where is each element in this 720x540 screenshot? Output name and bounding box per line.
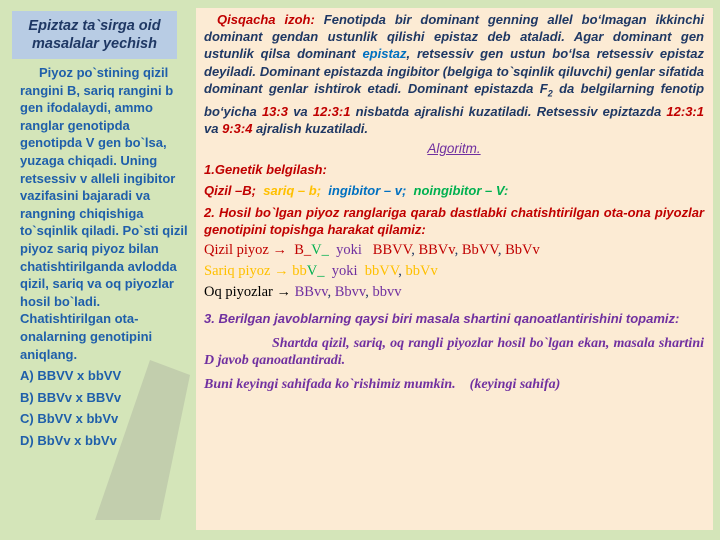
oq-genotype-2: Bbvv: [334, 284, 366, 301]
summary-text-4: nisbatda ajralishi kuzatiladi. Retsessiv epiztazda: [350, 103, 667, 119]
qizil-formula-b: B: [294, 242, 304, 259]
slide-title-box: [12, 11, 177, 59]
problem-panel: [20, 64, 190, 449]
summary-label: Qisqacha izoh:: [217, 12, 315, 27]
legend-noingibitor: noingibitor – V:: [413, 183, 509, 199]
qizil-formula-u: _: [303, 242, 312, 259]
row-oq: Oq piyozlar → BBvv, Bbvv, bbvv: [204, 284, 402, 301]
algorithm-heading: Algoritm.: [427, 141, 481, 157]
oq-genotype-1: BBvv: [294, 284, 328, 301]
solution-content: [204, 11, 704, 393]
qizil-genotype-4: BbVv: [505, 242, 540, 259]
sariq-yoki: yoki: [331, 263, 358, 280]
step-1: 1.Genetik belgilash:: [204, 162, 327, 178]
va-1: va: [287, 103, 313, 119]
arrow-icon: →: [276, 284, 291, 301]
gene-legend: [204, 182, 704, 199]
next-text: Buni keyingi sahifada ko`rishimiz mumkin.: [204, 377, 456, 393]
answer-options: [20, 367, 190, 449]
qizil-formula-v: V: [311, 242, 322, 259]
qizil-genotype-2: BBVv: [418, 242, 455, 259]
sariq-genotype-1: bbVV: [364, 263, 399, 280]
arrow-icon: →: [272, 242, 287, 259]
f-subscript: 2: [547, 88, 553, 99]
ratio-2: 12:3:1: [312, 103, 351, 119]
problem-text: Piyoz po`stining qizil rangini B, sariq rangini b gen ifodalaydi, ammo ranglar genotipda genotipda V gen bo`lsa, yuzaga chiqadi. Uning retsessiv v alleli ingibitor vazifasini bajaradi va rangning chiqishiga to`sqinlik qiladi. Po`sti qizil piyoz sariq piyoz bilan chatishtirilganda avlodda qizil, sariq va oq piyozlar hosil bo`ladi. Chatishtirilgan ota-onalarning genotipini aniqlang.: [20, 65, 188, 362]
oq-genotype-3: bbvv: [372, 284, 402, 301]
option-a: A) BBVV x bbVV: [20, 368, 122, 384]
option-c: C) BbVV x bbVv: [20, 411, 119, 427]
qizil-genotype-1: BBVV: [372, 242, 412, 259]
row-sariq: Sariq piyoz → bbV_ yoki bbVV, bbVv: [204, 263, 438, 280]
legend-ingibitor: ingibitor – v;: [328, 183, 407, 199]
sariq-genotype-2: bbVv: [405, 263, 438, 280]
epistaz-word: epistaz: [362, 46, 407, 62]
option-d: D) BbVv x bbVv: [20, 432, 117, 448]
summary-paragraph: [204, 11, 704, 137]
row-qizil: Qizil piyoz → B_V_ yoki BBVV, BBVv, BbVV, BbVv: [204, 242, 540, 259]
legend-qizil: Qizil –B;: [204, 183, 257, 199]
sariq-formula-end: _: [317, 263, 325, 280]
qizil-yoki: yoki: [336, 242, 362, 259]
sariq-label: Sariq piyoz: [204, 263, 271, 280]
qizil-formula-end: _: [321, 242, 329, 259]
summary-text-3: da belgilarning fenotip bo‘yicha: [204, 80, 705, 119]
ratio-4: 9:3:4: [222, 120, 253, 136]
qizil-genotype-3: BbVV: [461, 242, 498, 259]
next-page-link[interactable]: (keyingi sahifa): [469, 377, 561, 393]
oq-label: Oq piyozlar: [204, 284, 273, 301]
ratio-3: 12:3:1: [666, 103, 704, 119]
next-page-note: [204, 376, 704, 393]
step-2: 2. Hosil bo`lgan piyoz ranglariga qarab dastlabki chatishtirilgan ota-ona piyozlar genotipini topishga harakat qilamiz:: [204, 204, 704, 237]
option-b: B) BBVv x BBVv: [20, 389, 122, 405]
arrow-icon: →: [274, 263, 289, 280]
slide-title: Epiztaz ta`sirga oid masalalar yechish: [28, 18, 161, 52]
legend-sariq: sariq – b;: [263, 183, 322, 199]
sariq-formula-v: V: [306, 263, 318, 280]
summary-text-5: ajralish kuzatiladi.: [252, 120, 369, 136]
ratio-1: 13:3: [261, 103, 288, 119]
qizil-label: Qizil piyoz: [204, 242, 269, 259]
step-3: 3. Berilgan javoblarning qaysi biri masala shartini qanoatlantirishini topamiz:: [204, 310, 680, 326]
summary-text-2: , retsessiv gen ustun bo‘lsa retsessiv epistaz deyiladi. Dominant epistazda ingibitor (belgiga to`sqinlik qiluvchi) genlar sifatida dominant genlar ishtirok etadi. Dominant epistazda F: [204, 46, 704, 96]
va-2: va: [204, 120, 223, 136]
condition-text: Shartda qizil, sariq, oq rangli piyozlar hosil bo`lgan ekan, masala shartini D javob qanoatlantiradi.: [204, 335, 704, 369]
sariq-formula-bb: bb: [292, 263, 307, 280]
summary-text-1: Fenotipda bir dominant genning allel bo‘lmagan ikkinchi dominant gendan ustunlik qilishi epistaz deb ataladi. Agar dominant gen ustunlik qilsa dominant: [204, 12, 704, 62]
